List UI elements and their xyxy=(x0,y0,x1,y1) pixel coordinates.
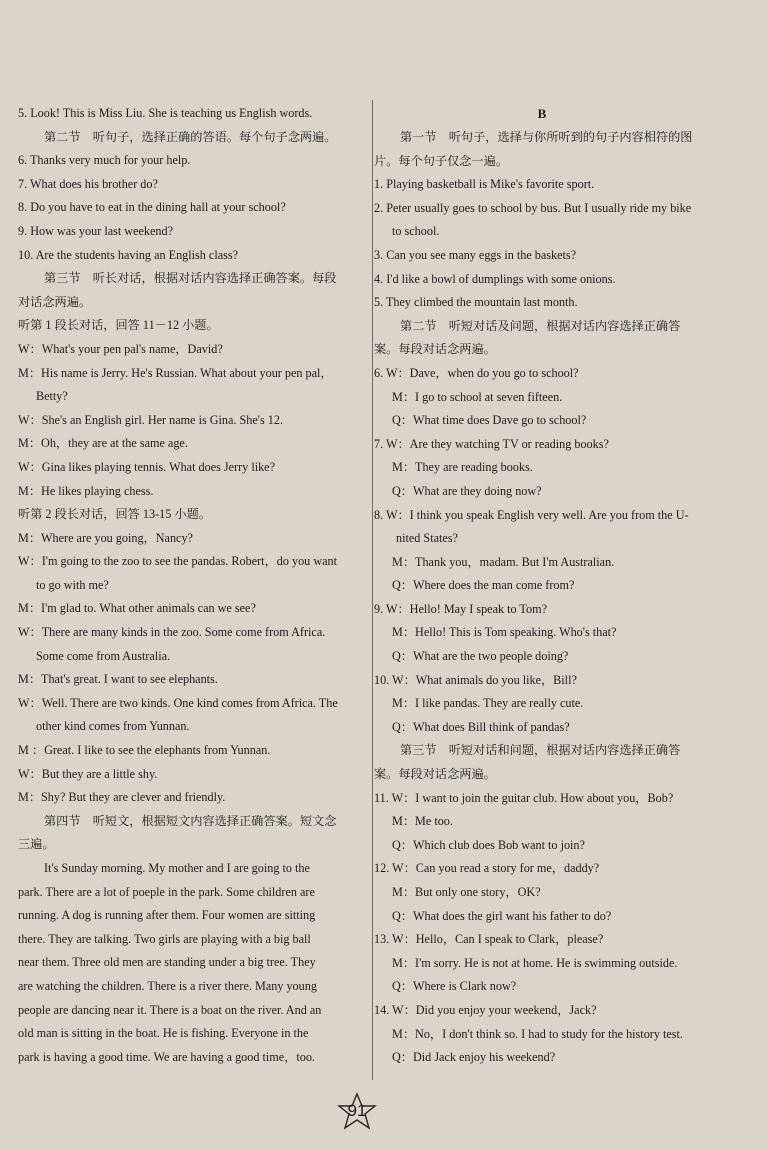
section-instruction-line: 第二节 听句子，选择正确的答语。每个句子念两遍。 xyxy=(44,129,337,144)
text-line: 7. What does his brother do? xyxy=(18,176,158,191)
text-line: W：Gina likes playing tennis. What does Jerry like? xyxy=(18,459,276,474)
text-line: W：I'm going to the zoo to see the pandas. Robert，do you want xyxy=(18,554,338,569)
text-line: 14. W：Did you enjoy your weekend，Jack? xyxy=(374,1002,597,1017)
text-line: 13. W：Hello，Can I speak to Clark，please? xyxy=(374,932,604,947)
text-line: 9. How was your last weekend? xyxy=(18,223,174,238)
section-instruction-line: 第二节 听短对话及问题，根据对话内容选择正确答 xyxy=(400,318,681,333)
text-line: M：That's great. I want to see elephants. xyxy=(18,672,218,687)
text-line: 对话念两遍。 xyxy=(18,294,92,309)
text-line: 8. W：I think you speak English very well. Are you from the U- xyxy=(374,507,689,522)
text-line: 3. Can you see many eggs in the baskets? xyxy=(374,247,577,262)
text-line: Q：Which club does Bob want to join? xyxy=(392,837,585,852)
text-line: M ：Great. I like to see the elephants from Yunnan. xyxy=(18,743,271,758)
text-line: Some come from Australia. xyxy=(36,648,171,663)
text-line: 听第 2 段长对话，回答 13-15 小题。 xyxy=(18,507,211,522)
text-line: 三遍。 xyxy=(18,837,55,852)
text-line: 5. They climbed the mountain last month. xyxy=(374,295,578,310)
text-line: 9. W：Hello! May I speak to Tom? xyxy=(374,601,548,616)
text-line: M：Hello! This is Tom speaking. Who's that? xyxy=(392,625,617,640)
text-line: other kind comes from Yunnan. xyxy=(36,719,190,734)
text-line: M：I go to school at seven fifteen. xyxy=(392,389,563,404)
text-line: M：I'm glad to. What other animals can we see? xyxy=(18,601,256,616)
text-line: 6. W：Dave，when do you go to school? xyxy=(374,365,579,380)
text-line: 1. Playing basketball is Mike's favorite sport. xyxy=(374,177,595,192)
text-line: W：But they are a little shy. xyxy=(18,766,158,781)
text-line: Q：What are they doing now? xyxy=(392,483,542,498)
text-line: near them. Three old men are standing under a big tree. They xyxy=(18,955,316,970)
page-number: 91 xyxy=(347,1101,367,1120)
left-column xyxy=(18,102,354,1069)
text-line: Q：What does the girl want his father to do? xyxy=(392,908,612,923)
text-line: 4. I'd like a bowl of dumplings with some onions. xyxy=(374,271,616,286)
text-line: W：What's your pen pal's name，David? xyxy=(18,341,223,356)
text-line: W：Well. There are two kinds. One kind comes from Africa. The xyxy=(18,695,338,710)
section-instruction-line: 第三节 听短对话和问题，根据对话内容选择正确答 xyxy=(400,743,681,758)
text-line: M：Thank you，madam. But I'm Australian. xyxy=(392,554,615,569)
text-line: Q：Where is Clark now? xyxy=(392,979,517,994)
text-line: there. They are talking. Two girls are playing with a big ball xyxy=(18,931,311,946)
text-line: old man is sitting in the boat. He is fishing. Everyone in the xyxy=(18,1026,309,1041)
text-line: Q：Where does the man come from? xyxy=(392,578,575,593)
text-line: W：She's an English girl. Her name is Gina. She's 12. xyxy=(18,412,284,427)
section-heading: B xyxy=(537,106,547,121)
text-line: 11. W：I want to join the guitar club. How about you，Bob? xyxy=(374,790,674,805)
text-line: 片。每个句子仅念一遍。 xyxy=(374,153,509,168)
text-line: M：They are reading books. xyxy=(392,460,533,475)
column-divider xyxy=(372,100,373,1080)
text-line: nited States? xyxy=(396,531,458,546)
section-instruction-line: It's Sunday morning. My mother and I are going to the xyxy=(44,861,310,875)
text-line: are watching the children. There is a river there. Many young xyxy=(18,978,317,993)
text-line: Q：Did Jack enjoy his weekend? xyxy=(392,1050,556,1065)
right-column xyxy=(374,102,710,1070)
text-line: M：No，I don't think so. I had to study for the history test. xyxy=(392,1026,683,1041)
text-line: 10. Are the students having an English class? xyxy=(18,247,239,262)
text-line: 12. W：Can you read a story for me，daddy? xyxy=(374,861,600,876)
text-line: 案。每段对话念两遍。 xyxy=(374,767,496,782)
text-line: Betty? xyxy=(36,389,68,404)
text-line: M：Me too. xyxy=(392,814,453,829)
section-instruction-line: 第四节 听短文，根据短文内容选择正确答案。短文念 xyxy=(44,813,337,828)
text-line: M：Oh，they are at the same age. xyxy=(18,436,188,451)
text-line: M：His name is Jerry. He's Russian. What about your pen pal， xyxy=(18,365,333,380)
text-line: M：Shy? But they are clever and friendly. xyxy=(18,790,226,805)
section-instruction-line: 第三节 听长对话，根据对话内容选择正确答案。每段 xyxy=(44,271,337,286)
section-instruction-line: 第一节 听句子，选择与你所听到的句子内容相符的图 xyxy=(400,130,693,144)
text-line: 8. Do you have to eat in the dining hall at your school? xyxy=(18,200,286,215)
text-line: M：I like pandas. They are really cute. xyxy=(392,696,584,711)
text-line: 听第 1 段长对话，回答 11－12 小题。 xyxy=(18,318,219,333)
text-line: to go with me? xyxy=(36,577,109,592)
page-number-badge xyxy=(337,1092,377,1132)
text-line: M：He likes playing chess. xyxy=(18,483,154,498)
text-line: Q：What time does Dave go to school? xyxy=(392,413,587,428)
text-line: 6. Thanks very much for your help. xyxy=(18,153,191,168)
text-line: 10. W：What animals do you like，Bill? xyxy=(374,672,577,687)
text-line: Q：What does Bill think of pandas? xyxy=(392,719,570,734)
text-line: 案。每段对话念两遍。 xyxy=(374,342,496,357)
text-line: people are dancing near it. There is a boat on the river. And an xyxy=(18,1002,322,1017)
text-line: M：Where are you going，Nancy? xyxy=(18,530,193,545)
text-line: 5. Look! This is Miss Liu. She is teaching us English words. xyxy=(18,106,313,120)
text-line: M：But only one story，OK? xyxy=(392,885,541,899)
text-line: 2. Peter usually goes to school by bus. But I usually ride my bike xyxy=(374,200,692,215)
text-line: W：There are many kinds in the zoo. Some come from Africa. xyxy=(18,625,326,640)
text-line: park is having a good time. We are having a good time，too. xyxy=(18,1049,315,1064)
text-line: park. There are a lot of poeple in the park. Some children are xyxy=(18,884,315,899)
text-line: M：I'm sorry. He is not at home. He is swimming outside. xyxy=(392,955,678,970)
text-line: 7. W：Are they watching TV or reading books? xyxy=(374,436,609,451)
text-line: running. A dog is running after them. Four women are sitting xyxy=(18,908,316,923)
text-line: Q：What are the two people doing? xyxy=(392,649,569,664)
text-line: to school. xyxy=(392,224,440,239)
